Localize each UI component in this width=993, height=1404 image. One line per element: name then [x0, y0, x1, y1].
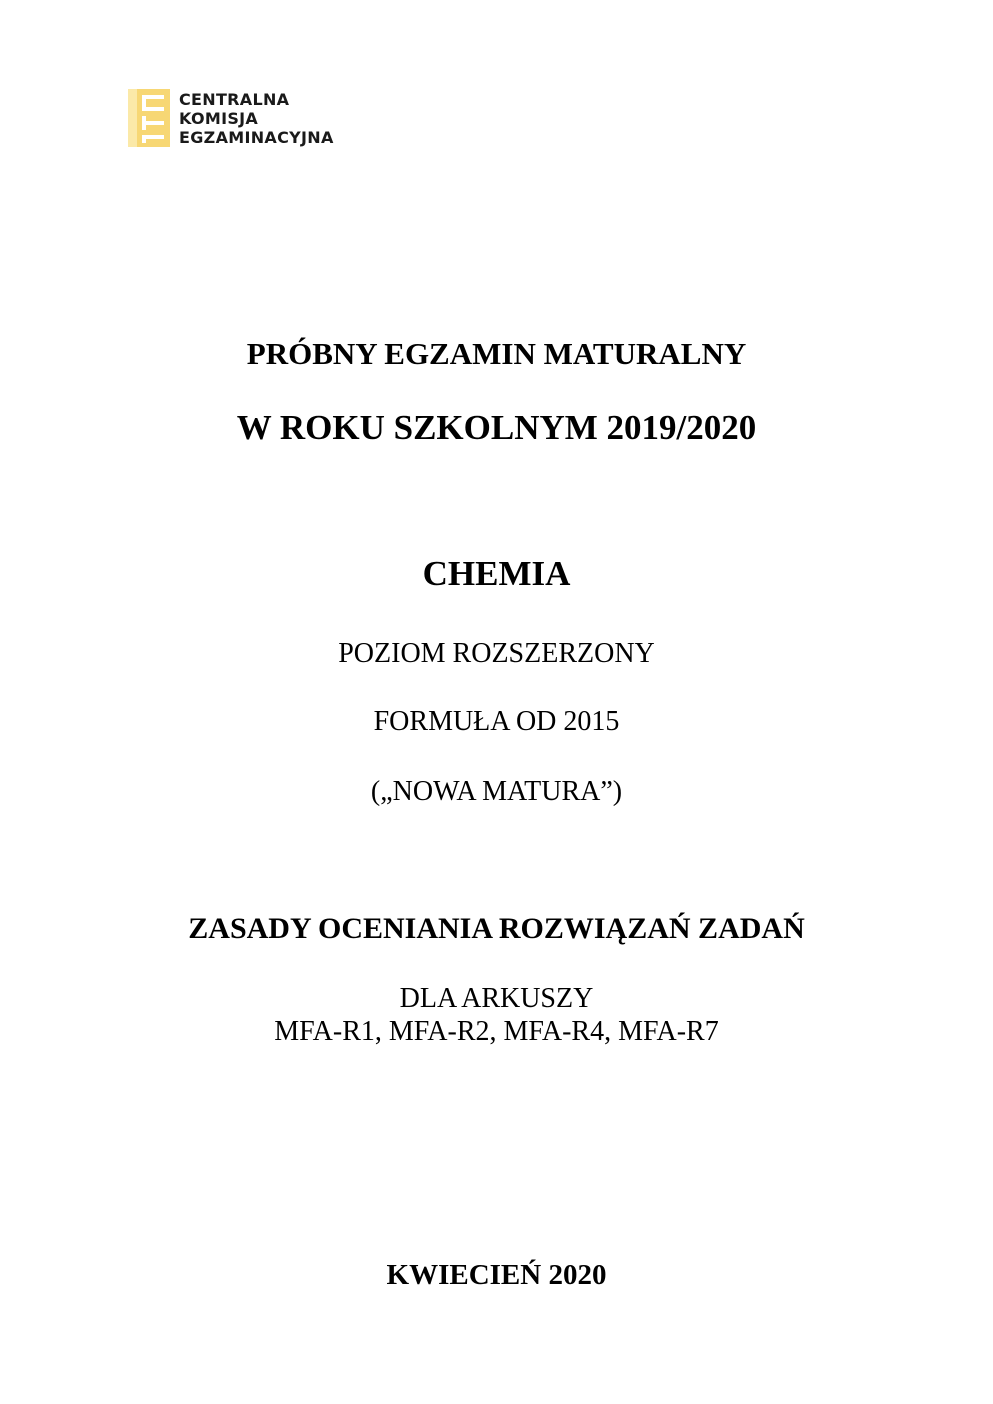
- sheet-codes: MFA-R1, MFA-R2, MFA-R4, MFA-R7: [274, 1016, 719, 1047]
- logo-line-2: KOMISJA: [179, 108, 259, 128]
- rules-title: ZASADY OCENIANIA ROZWIĄZAŃ ZADAŃ: [188, 912, 805, 945]
- school-year: W ROKU SZKOLNYM 2019/2020: [236, 408, 757, 447]
- logo-line-3: EGZAMINACYJNA: [179, 127, 334, 147]
- exam-date: KWIECIEŃ 2020: [386, 1259, 607, 1291]
- exam-title: PRÓBNY EGZAMIN MATURALNY: [246, 336, 747, 371]
- cke-logo-mark-icon: [128, 89, 170, 147]
- cke-logo-text: [179, 90, 334, 147]
- cke-logo: [128, 89, 334, 147]
- sheets-label: DLA ARKUSZY: [399, 983, 594, 1014]
- exam-level: POZIOM ROZSZERZONY: [338, 638, 655, 669]
- subject-title: CHEMIA: [422, 554, 571, 593]
- logo-line-1: CENTRALNA: [179, 89, 290, 109]
- exam-formula: FORMUŁA OD 2015: [373, 706, 620, 737]
- formula-note: („NOWA MATURA”): [370, 776, 623, 807]
